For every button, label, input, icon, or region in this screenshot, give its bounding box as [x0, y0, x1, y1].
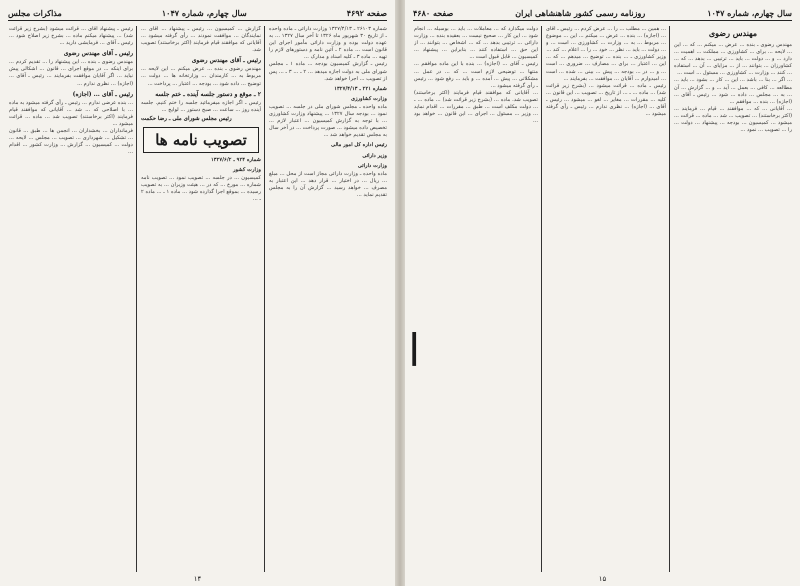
right-page-header — [413, 6, 792, 21]
right-page — [405, 0, 800, 586]
right-column-3 — [674, 26, 792, 572]
left-col2-signature: رئیس مجلس شورای ملی ـ رضا حکمت — [141, 115, 232, 122]
section-heading-box: تصویب نامه ها — [143, 127, 259, 153]
left-col2-text-a: گزارش ... کمیسیون ... رئیس ـ پیشنهاد ... آقای ... نمایندگان ... موافقت نمودند ... رأی گرفته میشود ... آقایانی که موافقند قیام فرمایند (اکثر برخاستند) تصویب شد. — [141, 26, 261, 54]
left-col1-text-b: رئیس ـ گزارش کمیسیون بودجه ... ماده ۱ ـ مجلس شورای ملی به دولت اجازه میدهد ... ۲ ـ ... ۳ ـ ... پس از تصویب ... اجرا خواهد شد. — [269, 61, 387, 82]
right-col1-text-c: ... آقایانی که موافقند قیام فرمایند (اکثر برخاستند) تصویب شد. ماده ... (بشرح زیر قرائت شد) ... ماده ... ـ ... دولت مکلف است ... طبق ... مقررات ... اقدام نماید ... وزیر ... مسئول ... اجرای ... این قانون ... خواهد بود ... — [414, 89, 538, 125]
left-col2-meta-2: وزارت کشور — [233, 167, 261, 174]
right-page-footer: ۱۵ — [598, 575, 607, 583]
left-page-number: صفحه ۴۶۹۲ — [346, 8, 387, 18]
left-column-1 — [269, 26, 387, 572]
column-rule — [136, 26, 137, 572]
left-col1-text-c: ماده واحده ـ مجلس شورای ملی در جلسه ... تصویب نمود ... بودجه سال ۱۳۲۷ ... پیشنهاد وزارت کشاورزی ... با توجه به گزارش کمیسیون ... اعتبار لازم ... تخصیص داده میشود ... صورت پرداخت ... در آخر سال به مجلس تقدیم خواهد شد ... — [269, 103, 387, 139]
column-rule — [264, 26, 265, 572]
left-col3-subhead-2: رئیس ـ آقای ... (اجازه) — [72, 90, 133, 98]
left-col3-text-b: مهندس رضوی ـ بنده ... این پیشنهاد را ... تقدیم کردم ... برای اینکه ... در موقع اجرای ... قانون ... اشکالی پیش نیاید ... اگر آقایان موافقت بفرمایند ... رئیس ـ آقای ... (اجازه) ... نظری ندارم ... — [9, 59, 133, 87]
right-col3-text-a: مهندس رضوی ـ بنده ... عرض ... میکنم ... که ... این ... لایحه ... برای ... کشاورزی ... مملکت ... اهمیت ... دارد ... و ... دولت ... باید ... ترتیبی ... بدهد ... که ... کشاورزان ... بتوانند ... از ... مزایای ... آن ... استفاده ... کنند ... وزارت ... کشاورزی ... مسئول ... است ... — [674, 42, 792, 77]
left-col1-meta-2: وزارت کشاورزی — [351, 95, 387, 102]
right-col3-text-c: ... آقایانی ... که ... موافقند ... قیام ... فرمایند ... (اکثر برخاستند) ... تصویب ... شد ... ماده ... قرائت ... میشود ... کمیسیون ... بودجه ... پیشنهاد ... دولت ... را ... تصویب ... نمود ... — [674, 105, 792, 134]
left-col2-text-b: مهندس رضوی ـ بنده ... عرض میکنم ... این لایحه ... مربوط به ... کارمندان ... وزارتخانه ها ... دولت ... توضیح ... داده شود ... بودجه ... اعتبار ... پرداخت ... — [141, 66, 261, 87]
left-page — [0, 0, 395, 586]
left-col1-meta-3: رئیس اداره کل امور مالی — [331, 142, 387, 149]
left-col1-text-d: ماده واحده ـ وزارت دارائی مجاز است از محل ... مبلغ ... ریال ... در اختیار ... قرار دهد ... این اعتبار به مصرف ... خواهد رسید ... گزارش آن را به مجلس تقدیم نماید ... — [269, 170, 387, 198]
left-col3-text-a: رئیس ـ پیشنهاد آقای ... قرائت میشود (بشرح زیر قرائت شد) ... پیشنهاد میکنم ماده ... بشرح زیر اصلاح شود ... رئیس ـ آقای ... فرمایشی دارید ... — [9, 26, 133, 47]
right-gazette-title: روزنامه رسمی کشور شاهنشاهی ایران — [515, 8, 646, 18]
right-column-2 — [546, 26, 666, 572]
column-rule — [541, 26, 542, 572]
left-col1-meta-5: وزارت دارائی — [357, 162, 387, 169]
right-col2-text-a: ... همین ... مطلب ... را ... عرض کردم ... رئیس ـ آقای ... (اجازه) ... بنده ... عرض ... میکنم ... این ... موضوع ... مربوط ... به ... وزارت ... کشاورزی ... است ... و ... دولت ... باید ... نظر ... خود ... را ... اعلام ... کند ... — [546, 26, 666, 54]
book-gutter — [395, 0, 405, 586]
left-col2-subhead-2: ۲ ـ موقع و دستور جلسه آینده ـ ختم جلسه — [155, 90, 261, 98]
right-col2-text-b: وزیر کشاورزی ـ ... بنده ... توضیح ... میدهم ... که ... این ... اعتبار ... برای ... مصارف ... ضروری ... است ... و ... در ... بودجه ... پیش ... بینی ... شده ... است ... امیدوارم ... آقایان ... موافقت ... بفرمایند ... — [546, 54, 666, 82]
left-issue-info: سال چهارم، شماره ۱۰۴۷ — [161, 8, 247, 18]
left-col2-text-d: کمیسیون ... در جلسه ... تصویب نمود ... تصویب نامه شماره ... مورخ ... که در ... هیئت وزیران ... به تصویب رسیده ... بموقع اجرا گذارده شود ... ماده ۱ ـ ... ماده ۲ ـ ... — [141, 175, 261, 203]
left-col1-meta-1: شماره ۲۲۱ ـ ۱۳۲۷/۴/۱۳ — [334, 85, 387, 92]
right-column-1 — [414, 26, 538, 572]
left-page-header — [8, 6, 387, 21]
right-col3-heading: مهندس رضوی — [708, 28, 758, 38]
left-col3-text-c: ... بنده عرضی ندارم ... رئیس ـ رأی گرفته میشود به ماده ... با اصلاحی که ... شد ... آقایانی که موافقند قیام فرمایند (اکثر برخاستند) تصویب شد ... ماده ... قرائت میشود ... — [9, 99, 133, 127]
left-col2-meta-1: شماره ۹۲۴ ـ ۱۳۲۷/۶/۲ — [211, 156, 261, 163]
left-col1-text-a: شماره ۲۶۱۰۳ ـ ۱۳۲۷/۴/۱۳ وزارت دارائی ـ ماده واحده ـ از تاریخ ۳۰ شهریور ماه ۱۳۲۶ تا آخر سال ۱۳۲۷ ... به عهده دولت بوده و وزارت دارائی مأمور اجرای این قانون است ... ماده ۲ ـ آئین نامه و دستورهای لازم را تهیه ... ماده ۳ ـ کلیه اسناد و مدارک ... — [269, 26, 387, 61]
column-rule — [669, 26, 670, 572]
right-col1-text-a: دولت میگذارد که ... معاملات ... باید ... بوسیله ... انجام شود ... این کار ... صحیح نیست ... بعقیده بنده ... وزارت دارائی ... ترتیبی بدهد ... که ... اشخاص ... بتوانند ... از این حق ... استفاده کنند ... بنابراین ... پیشنهاد ... کمیسیون ... قابل قبول است ... — [414, 26, 538, 61]
right-col1-text-b: رئیس ـ آقای ... (اجازه) ... بنده با این ماده موافقم ... منتها ... توضیحی لازم است ... که ... در عمل ... مشکلاتی ... پیش ... آمده ... و باید ... رفع شود ... رئیس ـ رأی گرفته میشود ... — [414, 61, 538, 89]
left-column-2 — [141, 26, 261, 572]
left-column-3 — [9, 26, 133, 572]
left-col2-text-c: رئیس ـ اگر اجازه میفرمائید جلسه را ختم کنیم. جلسه آینده روز ... ساعت ... صبح دستور ... لوایح ... — [141, 99, 261, 113]
left-section-title: مذاکرات مجلس — [8, 8, 62, 18]
page-margin-mark: | — [408, 327, 421, 367]
right-issue-info: سال چهارم، شماره ۱۰۴۷ — [707, 8, 792, 18]
right-page-number: صفحه ۴۶۸۰ — [413, 8, 454, 18]
right-col3-text-b: ... اگر ... بنا ... باشد ... این ... کار ... بشود ... باید ... مطالعه ... کافی ... بعمل ... آید ... و ... گزارش ... آن ... به ... مجلس ... داده ... شود ... رئیس ـ آقای ... (اجازه) ... بنده ... موافقم ... — [674, 77, 792, 105]
left-page-footer: ۱۴ — [193, 575, 202, 583]
left-col2-subhead-1: رئیس ـ آقای مهندس رضوی — [191, 57, 261, 65]
left-col3-subhead-1: رئیس ـ آقای مهندس رضوی — [63, 50, 133, 58]
right-col2-text-c: رئیس ـ ماده ... قرائت میشود ... (بشرح زیر قرائت شد) ... ماده ... ـ ... از تاریخ ... تصویب ... این قانون ... کلیه ... مقررات ... مغایر ... لغو ... میشود ... رئیس ـ آقای ... (اجازه) ... نظری ندارم ... رئیس ـ رأی گرفته میشود ... — [546, 82, 666, 118]
left-col3-text-d: فرمانداران ... بخشداران ... انجمن ها ... طبق ... قانون ... تشکیل ... شهرداری ... تصویب ... مجلس ... لایحه ... دولت ... کمیسیون ... گزارش ... وزارت کشور ... اقدام ... — [9, 128, 133, 156]
left-col1-meta-4: وزیر دارائی — [362, 152, 387, 159]
